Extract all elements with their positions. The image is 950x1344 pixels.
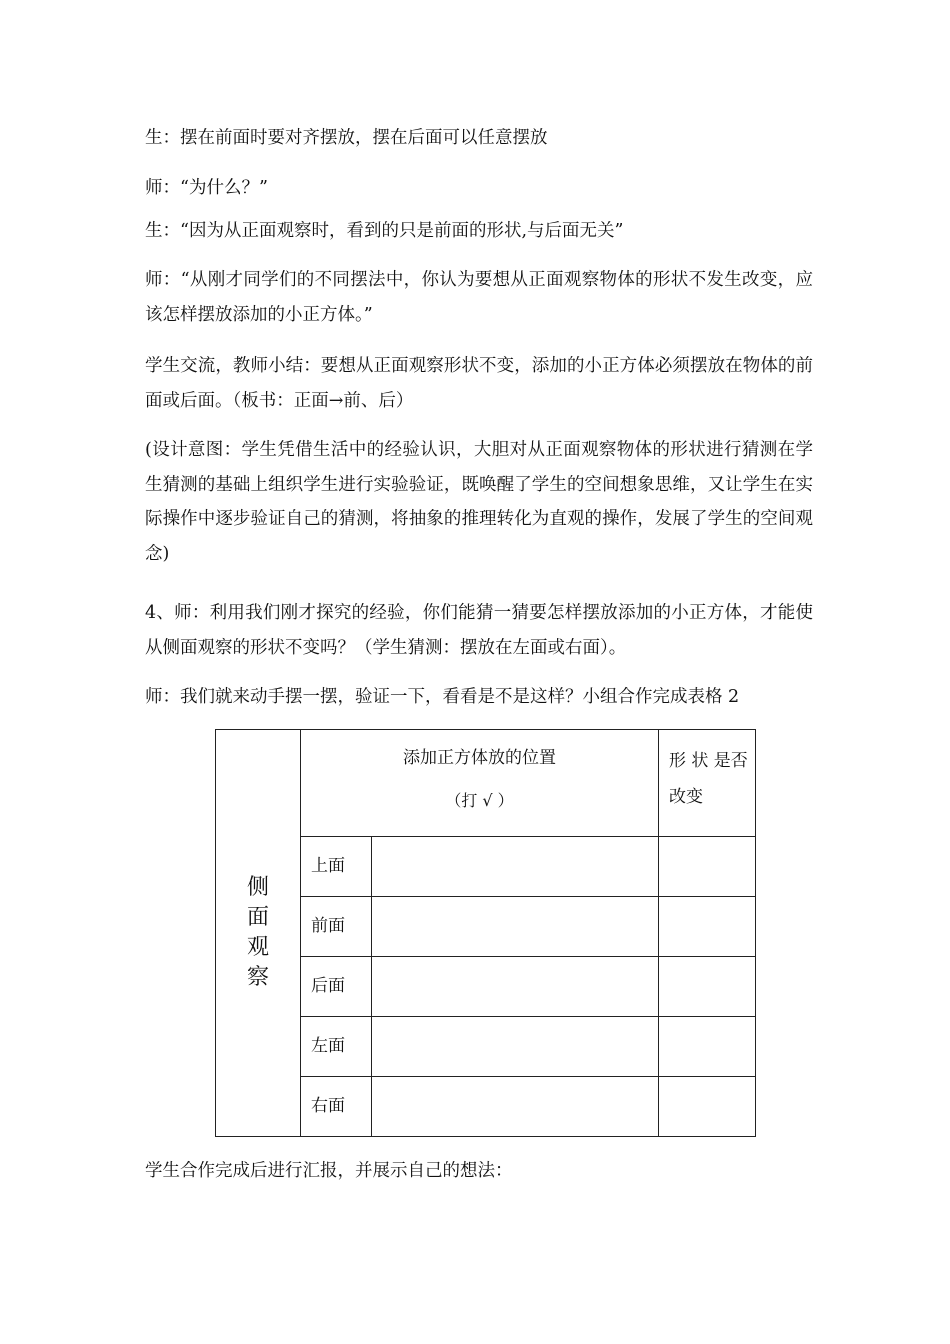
paragraph-4: 师：“从刚才同学们的不同摆法中，你认为要想从正面观察物体的形状不发生改变，应该怎样摆放添加的小正方体。” [145, 270, 813, 325]
header-position: 添加正方体放的位置 （打 √ ） [301, 730, 659, 837]
change-cell[interactable] [659, 1077, 756, 1137]
check-cell[interactable] [372, 1077, 659, 1137]
change-cell[interactable] [659, 897, 756, 957]
row-label: 后面 [301, 957, 372, 1017]
row-label: 右面 [301, 1077, 372, 1137]
row-label: 左面 [301, 1017, 372, 1077]
observation-table [215, 729, 756, 1137]
paragraph-7: 4、师：利用我们刚才探究的经验，你们能猜一猜要怎样摆放添加的小正方体，才能使从侧面观察的形状不变吗？（学生猜测：摆放在左面或右面）。 [145, 603, 813, 658]
check-cell[interactable] [372, 837, 659, 897]
side-observation-label: 侧 面 观 察 [216, 730, 301, 1137]
check-cell[interactable] [372, 897, 659, 957]
design-intent-paragraph: (设计意图：学生凭借生活中的经验认识，大胆对从正面观察物体的形状进行猜测在学生猜测的基础上组织学生进行实验验证，既唤醒了学生的空间想象思维，又让学生在实际操作中逐步验证自己的猜测，将抽象的推理转化为直观的操作，发展了学生的空间观念) [145, 440, 813, 564]
paragraph-5: 学生交流，教师小结：要想从正面观察形状不变，添加的小正方体必须摆放在物体的前面或后面。（板书：正面→前、后） [145, 356, 813, 411]
check-cell[interactable] [372, 1017, 659, 1077]
paragraph-2: 师：“为什么？” [145, 178, 268, 198]
paragraph-1: 生：摆在前面时要对齐摆放，摆在后面可以任意摆放 [145, 128, 548, 148]
check-cell[interactable] [372, 957, 659, 1017]
change-cell[interactable] [659, 837, 756, 897]
row-label: 前面 [301, 897, 372, 957]
header-shape-change: 形 状 是否改变 [659, 730, 756, 837]
closing-paragraph: 学生合作完成后进行汇报，并展示自己的想法： [145, 1161, 513, 1181]
change-cell[interactable] [659, 1017, 756, 1077]
paragraph-8: 师：我们就来动手摆一摆，验证一下，看看是不是这样？小组合作完成表格 2 [145, 687, 740, 707]
paragraph-3: 生：“因为从正面观察时，看到的只是前面的形状,与后面无关” [145, 221, 624, 241]
row-label: 上面 [301, 837, 372, 897]
change-cell[interactable] [659, 957, 756, 1017]
